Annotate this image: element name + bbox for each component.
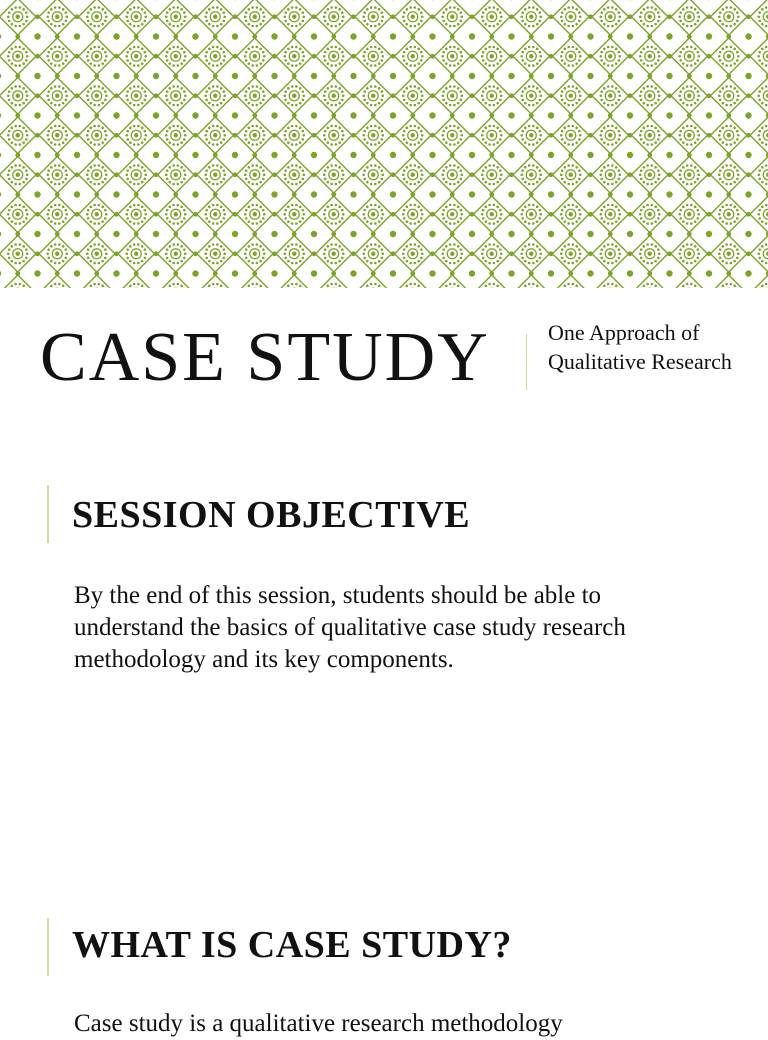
- section-accent-bar: [47, 918, 49, 976]
- section-heading-objective: SESSION OBJECTIVE: [72, 494, 471, 536]
- decorative-banner: [0, 0, 768, 288]
- section-accent-bar: [47, 485, 49, 543]
- pattern-icon: [0, 0, 768, 288]
- section-heading-definition: WHAT IS CASE STUDY?: [72, 924, 512, 966]
- section-body-definition: Case study is a qualitative research methodology: [74, 1010, 563, 1037]
- page-subtitle: One Approach of Qualitative Research: [548, 320, 732, 374]
- title-divider: [526, 334, 527, 390]
- section-body-objective: By the end of this session, students should be able to understand the basics of qualitative case study research methodology and its key components.: [74, 582, 626, 673]
- page-title: CASE STUDY: [40, 319, 490, 396]
